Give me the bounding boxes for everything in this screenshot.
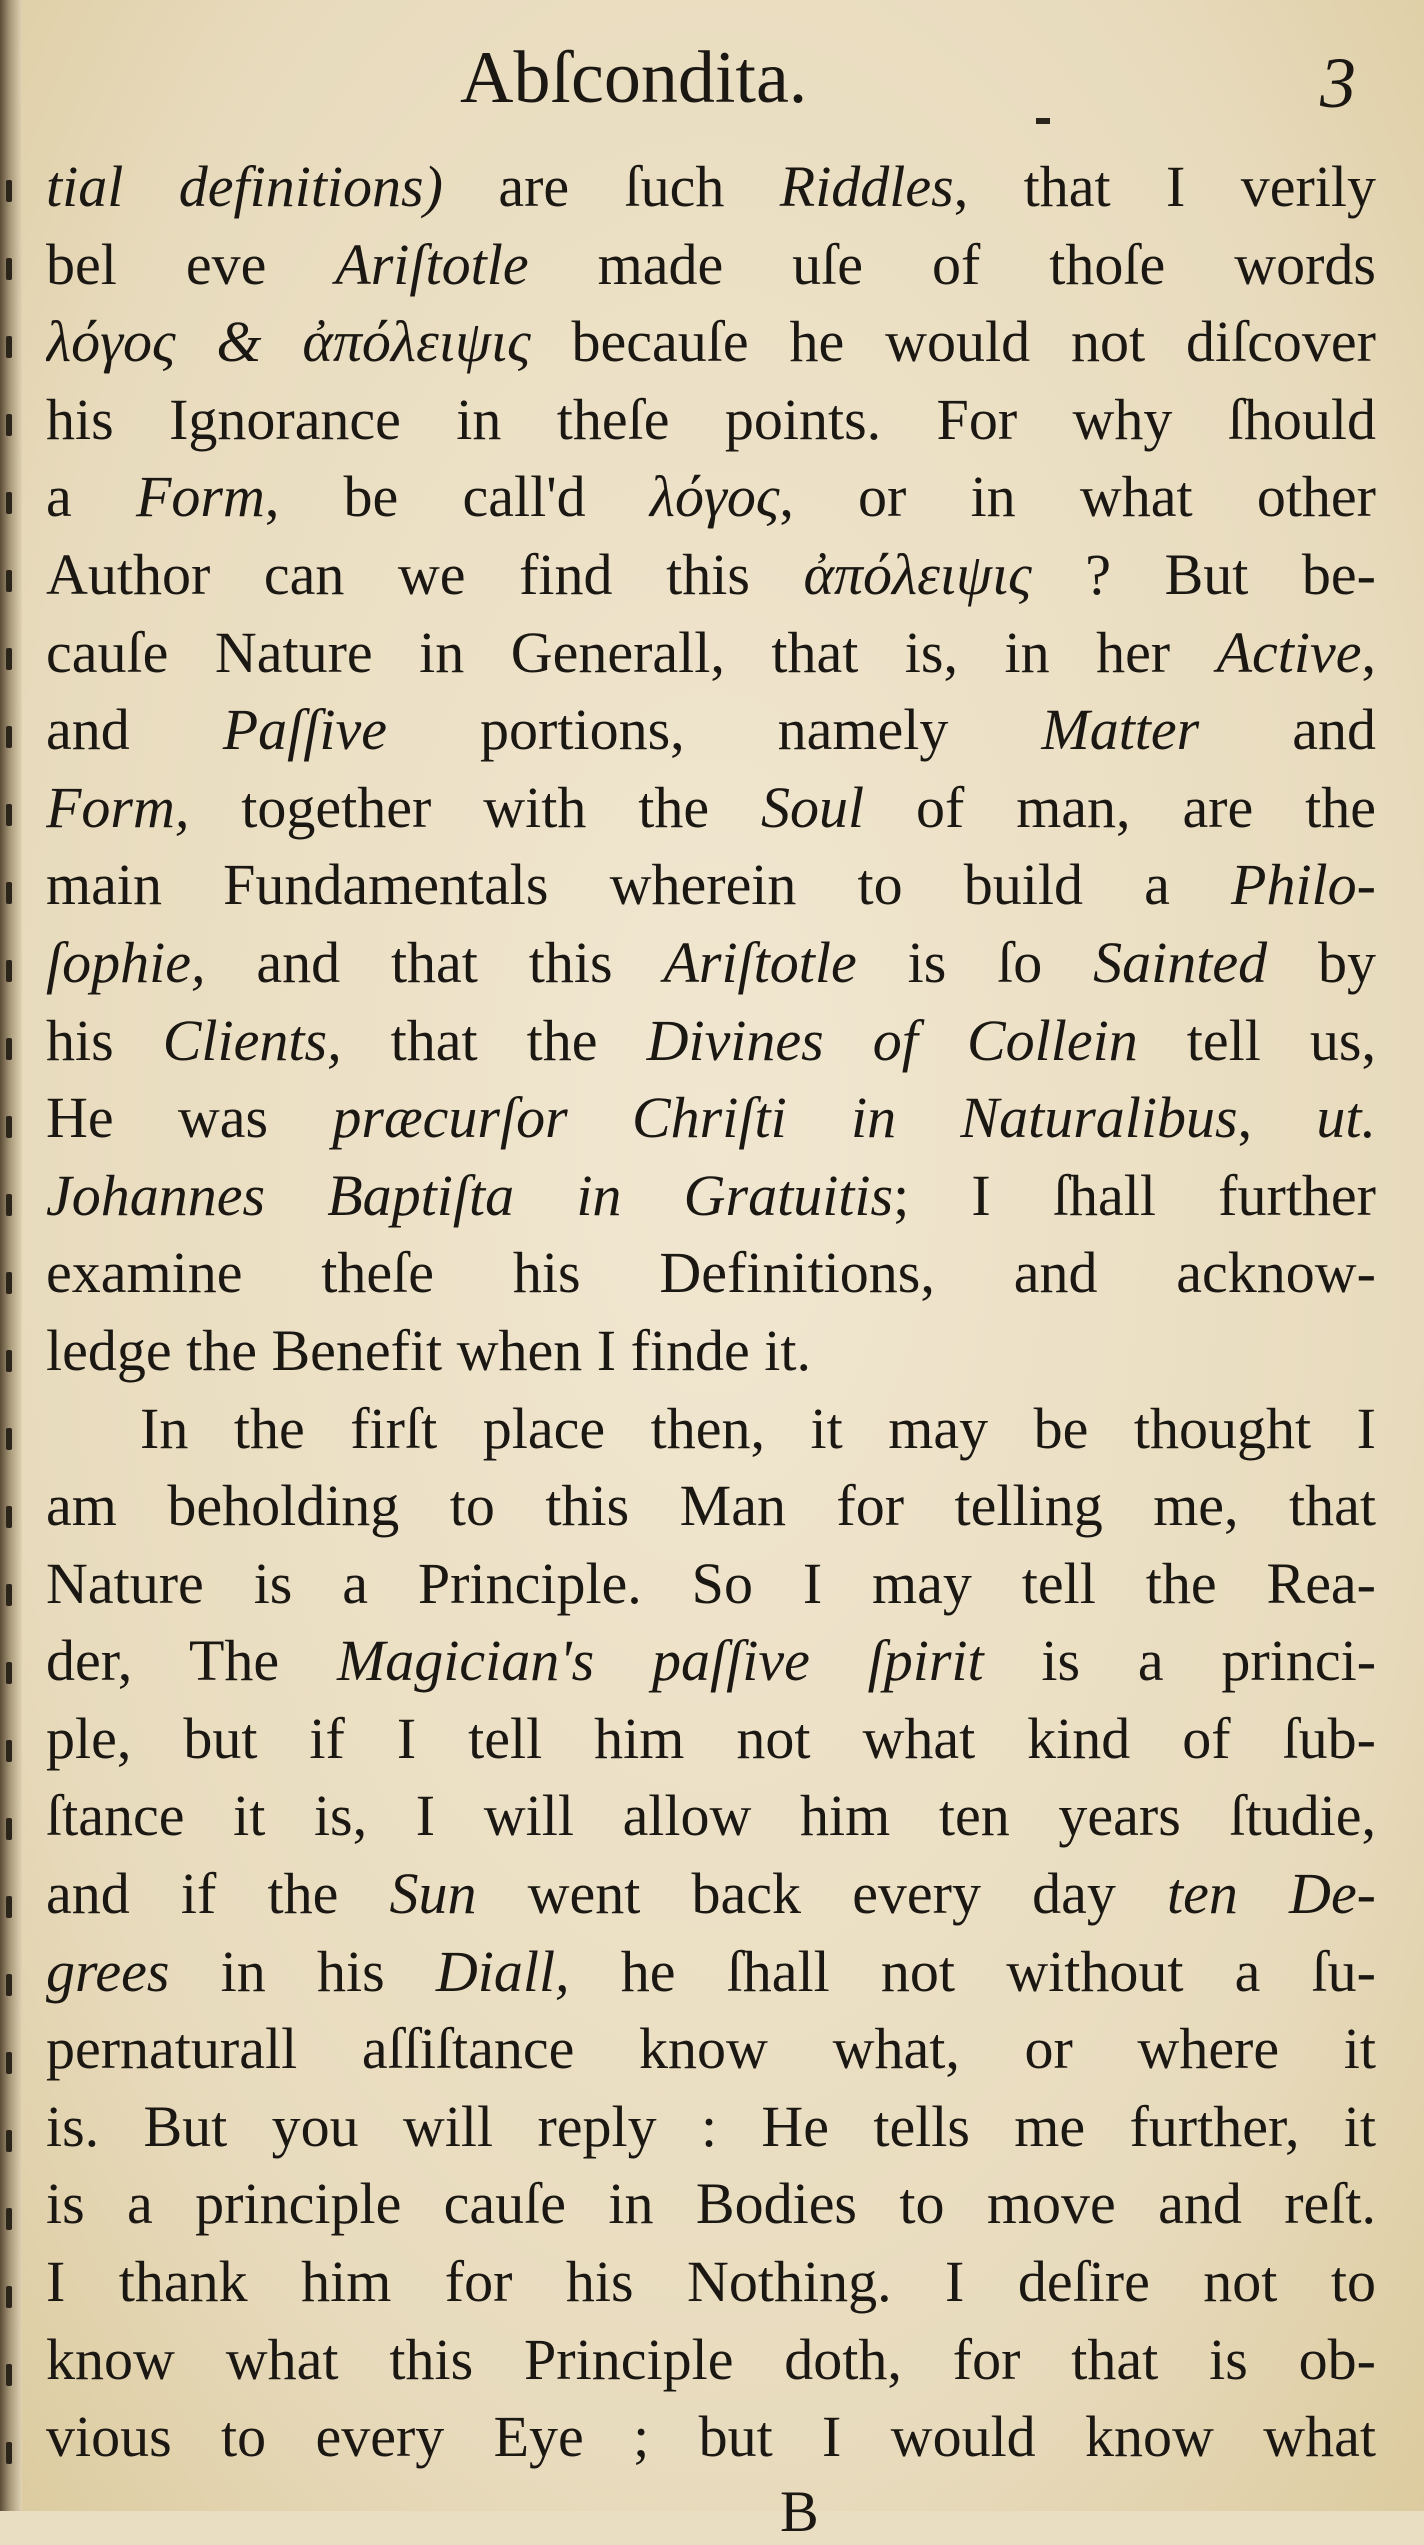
text-line xyxy=(46,2243,1376,2321)
text-line xyxy=(46,1933,1376,2011)
italic-text: Johannes Baptiſta in Gratuitis xyxy=(46,1162,894,1228)
text-segment: is a princi- xyxy=(983,1628,1376,1694)
body-text xyxy=(46,148,1376,2476)
text-segment: , xyxy=(1237,1085,1317,1151)
italic-text: præcurſor Chriſti in Naturalibus xyxy=(332,1085,1238,1151)
header-ornament xyxy=(1036,118,1050,124)
italic-text: Paſſive xyxy=(222,697,388,763)
text-line xyxy=(46,1700,1376,1778)
italic-text: Sainted xyxy=(1093,929,1268,995)
text-segment: , or in what other xyxy=(779,464,1376,530)
text-segment: that the xyxy=(341,1007,647,1073)
italic-text: λόγος & ἀπόλειψις xyxy=(46,309,531,375)
text-segment: ? But be- xyxy=(1031,541,1376,607)
text-segment: and that this xyxy=(205,929,664,995)
text-segment: are ſuch xyxy=(442,154,780,219)
text-segment: of man, are the xyxy=(864,774,1376,840)
text-segment: In the firſt place then, it may be thought I xyxy=(140,1395,1376,1461)
signature-mark: B xyxy=(780,2479,819,2544)
text-line xyxy=(46,2010,1376,2088)
italic-text: Diall, xyxy=(435,1938,570,2004)
text-segment: went back every day xyxy=(476,1861,1168,1927)
italic-text: tial definitions) xyxy=(46,154,443,219)
text-line xyxy=(46,1622,1376,1700)
italic-text: Ariſtotle xyxy=(663,929,857,995)
text-line xyxy=(46,381,1376,459)
italic-text: ἀπόλειψις xyxy=(803,541,1032,607)
text-line xyxy=(46,1855,1376,1933)
italic-text: Active xyxy=(1216,619,1362,685)
text-segment: tell us, xyxy=(1137,1007,1376,1073)
text-segment: Nature is a Principle. So I may tell the Rea- xyxy=(46,1550,1376,1616)
italic-text: ten De- xyxy=(1167,1861,1376,1927)
italic-text: Divines of Collein xyxy=(646,1007,1138,1073)
text-line xyxy=(46,614,1376,692)
text-segment: together with the xyxy=(189,774,761,840)
italic-text: ut. xyxy=(1316,1085,1376,1151)
text-segment: , xyxy=(1361,619,1376,685)
text-segment: bel eve xyxy=(46,231,336,297)
italic-text: Form xyxy=(135,464,265,530)
text-line xyxy=(46,2398,1376,2476)
text-segment: am beholding to this Man for telling me, that xyxy=(46,1473,1376,1539)
text-line xyxy=(46,148,1376,226)
running-title: Abſcondita. xyxy=(460,37,808,119)
text-line xyxy=(46,2165,1376,2243)
text-segment: by xyxy=(1267,929,1376,995)
text-segment: is. But you will reply : He tells me further, it xyxy=(46,2093,1376,2159)
text-line xyxy=(46,2321,1376,2399)
text-segment: cauſe Nature in Generall, that is, in her xyxy=(46,619,1217,685)
text-line xyxy=(46,1157,1376,1235)
text-line xyxy=(46,1777,1376,1855)
text-line xyxy=(46,536,1376,614)
text-line xyxy=(46,1545,1376,1623)
italic-text: Magician's paſſive ſpirit xyxy=(336,1628,984,1694)
text-segment: vious to every Eye ; but I would know what xyxy=(46,2404,1376,2470)
text-segment: examine theſe his Definitions, and acknow- xyxy=(46,1240,1376,1306)
text-line xyxy=(46,691,1376,769)
text-line xyxy=(46,303,1376,381)
text-line xyxy=(46,924,1376,1002)
italic-text: Soul xyxy=(760,774,865,840)
text-segment: his xyxy=(46,1007,163,1073)
text-segment: made uſe of thoſe words xyxy=(528,231,1376,297)
page-header xyxy=(0,18,1424,138)
text-segment: and if the xyxy=(46,1861,390,1927)
text-segment: is ſo xyxy=(856,929,1094,995)
text-line xyxy=(46,458,1376,536)
text-segment: his Ignorance in theſe points. For why ſhould xyxy=(46,386,1376,452)
text-line xyxy=(46,1390,1376,1468)
text-segment: I thank him for his Nothing. I deſire not to xyxy=(46,2249,1376,2315)
italic-text: Matter xyxy=(1041,697,1200,763)
text-segment: ; I ſhall further xyxy=(893,1162,1376,1228)
text-segment: Author can we find this xyxy=(46,541,804,607)
text-line xyxy=(46,1234,1376,1312)
text-line xyxy=(46,846,1376,924)
text-line xyxy=(46,1002,1376,1080)
text-segment: is a principle cauſe in Bodies to move and reſt. xyxy=(46,2171,1376,2237)
italic-text: Sun xyxy=(389,1861,477,1927)
italic-text: grees xyxy=(46,1938,170,2004)
italic-text: Form, xyxy=(46,774,190,840)
text-segment: , be call'd xyxy=(264,464,650,530)
page-number: 3 xyxy=(1320,43,1356,123)
text-line xyxy=(46,226,1376,304)
text-segment: a xyxy=(46,464,136,530)
text-segment: , that I verily xyxy=(953,154,1376,219)
text-segment: der, The xyxy=(46,1628,337,1694)
text-segment: and xyxy=(46,697,223,763)
italic-text: λόγος xyxy=(649,464,780,530)
text-line xyxy=(46,2088,1376,2166)
italic-text: ſophie, xyxy=(46,929,206,995)
text-segment: He was xyxy=(46,1085,333,1151)
text-segment: know what this Principle doth, for that is ob- xyxy=(46,2326,1376,2392)
text-segment: ledge the Benefit when I finde it. xyxy=(46,1317,812,1383)
text-segment: ple, but if I tell him not what kind of ſub- xyxy=(46,1705,1376,1771)
text-segment: ſtance it is, I will allow him ten years ſtudie, xyxy=(46,1783,1376,1849)
text-segment: in his xyxy=(169,1938,436,2004)
text-segment: becauſe he would not diſcover xyxy=(530,309,1376,375)
text-segment: pernaturall aſſiſtance know what, or where it xyxy=(46,2016,1376,2082)
italic-text: Riddles xyxy=(779,154,954,219)
text-segment: main Fundamentals wherein to build a xyxy=(46,852,1232,918)
text-line xyxy=(46,1312,1376,1390)
italic-text: Philo- xyxy=(1231,852,1376,918)
text-segment: portions, namely xyxy=(387,697,1042,763)
italic-text: Ariſtotle xyxy=(335,231,529,297)
text-segment: and xyxy=(1199,697,1376,763)
margin-marks xyxy=(6,150,20,2500)
text-line xyxy=(46,769,1376,847)
text-segment: he ſhall not without a ſu- xyxy=(569,1938,1376,2004)
text-line xyxy=(46,1079,1376,1157)
italic-text: Clients, xyxy=(162,1007,342,1073)
text-line xyxy=(46,1467,1376,1545)
